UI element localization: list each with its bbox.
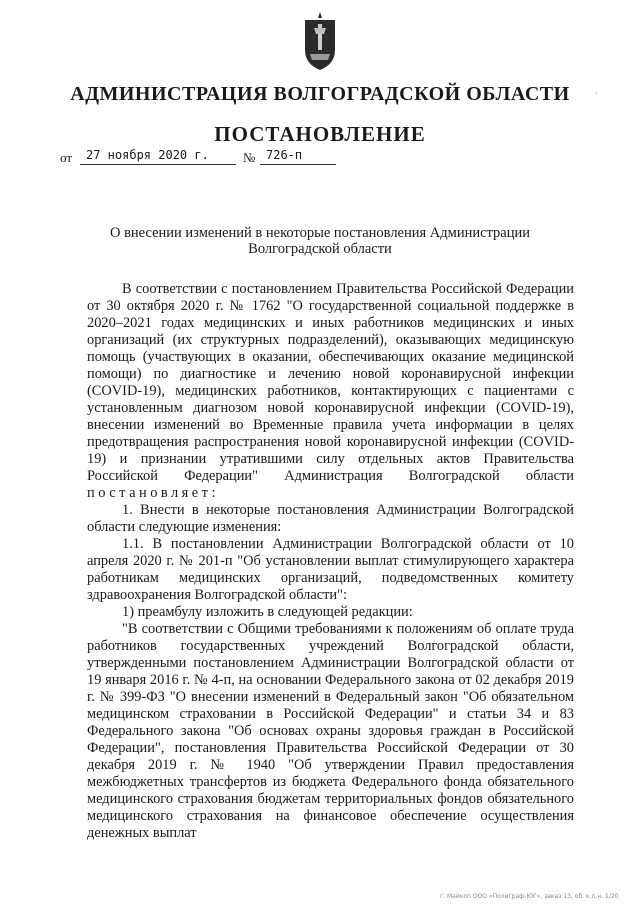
scan-mark: · [595,88,598,98]
subject-line-1: О внесении изменений в некоторые постановления Администрации [109,225,531,241]
print-imprint: г. Майкоп ООО «Полиграф-ЮГ», заказ 13, об. к.п.н. 1/20 [440,893,619,900]
coat-of-arms-icon [302,8,338,74]
document-type-title: ПОСТАНОВЛЕНИЕ [214,122,426,146]
number-label: № [243,150,256,165]
date-label: от [60,150,73,165]
item-1-1: 1.1. В постановлении Администрации Волгоградской области от 10 апреля 2020 г. № 201-п "Об установлении выплат стимулирующего характера работникам медицинских организаций, подведомственных комитету здравоохранения Волгоградской области": [87,536,574,603]
resolves-word: постановляет: [87,485,219,501]
quoted-preamble: "В соответствии с Общими требованиями к положениям об оплате труда работников государственных учреждений Волгоградской области, утвержденными постановлением Администрации Волгоградской области от 19 января 2016 г. № 4-п, на основании Федерального закона от 02 декабря 2019 г. № 399-ФЗ "О внесении изменений в Федеральный закон "Об обязательном медицинском страховании в Российской Федерации" и статьи 34 и 83 Федерального закона "Об основах охраны здоровья граждан в Российской Федерации", постановления Правительства Российской Федерации от 30 декабря 2019 г. № 1940 "Об утверждении Правил предоставления межбюджетных трансфертов из бюджета Федерального фонда обязательного медицинского страхования бюджетам территориальных фондов обязательного медицинского страхования на финансовое обеспечение осуществления денежных выплат [87,621,574,841]
document-date: 27 ноября 2020 г. [80,148,236,165]
subject-line-2: Волгоградской области [248,241,392,257]
document-number: 726-п [260,148,336,165]
item-1-1-1: 1) преамбулу изложить в следующей редакции: [122,604,413,620]
preamble-text: В соответствии с постановлением Правительства Российской Федерации от 30 октября 2020 г. № 1762 "О государственной социальной поддержке в 2020–2021 годах медицинских и иных работников медицинских и иных организаций (их структурных подразделений), оказывающих медицинскую помощь (участвующих в оказании, обеспечивающих оказание медицинской помощи) по диагностике и лечению новой коронавирусной инфекции (COVID-19), медицинских работников, контактирующих с пациентами с установленным диагнозом новой коронавирусной инфекции (COVID-19), внесении изменений во Временные правила учета информации в целях предотвращения распространения новой коронавирусной инфекции (COVID-19) и признании утратившими силу отдельных актов Правительства Российской Федерации" Администрация Волгоградской области [87,281,574,484]
preamble-paragraph [87,281,574,502]
organization-title: АДМИНИСТРАЦИЯ ВОЛГОГРАДСКОЙ ОБЛАСТИ [70,83,570,105]
item-1: 1. Внести в некоторые постановления Администрации Волгоградской области следующие изменения: [87,502,574,535]
document-body [87,281,574,842]
document-subject [0,225,640,257]
